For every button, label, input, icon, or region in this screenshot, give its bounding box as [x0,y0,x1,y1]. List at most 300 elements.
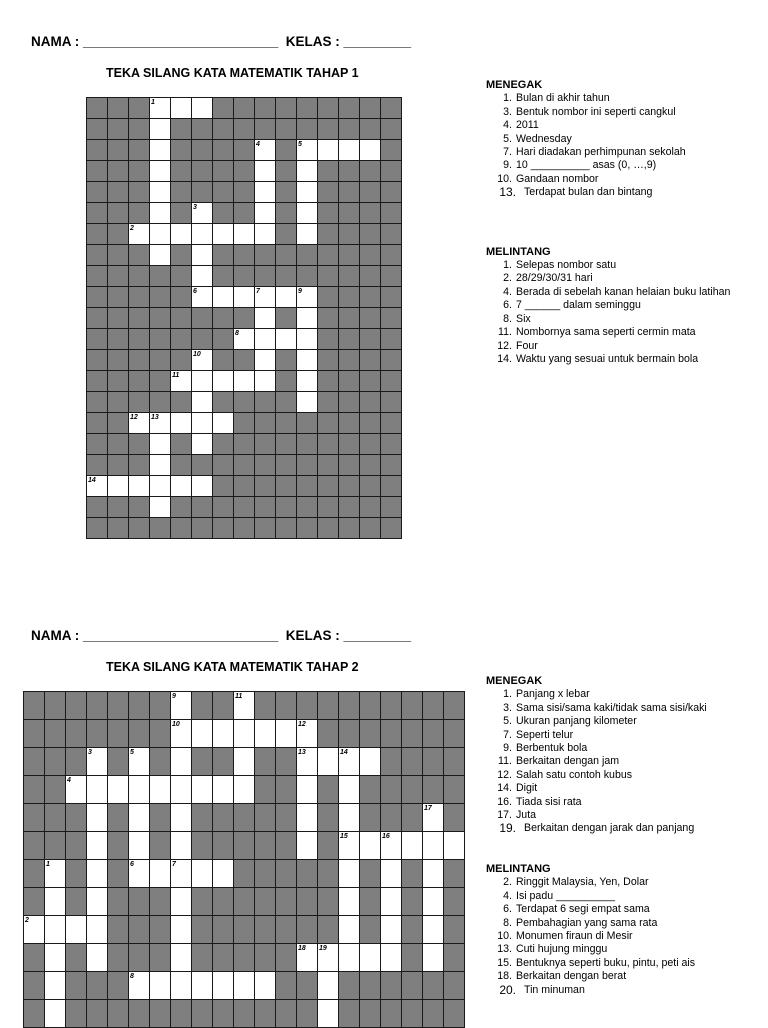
clue-number-label: 1 [151,99,155,106]
answer-cell[interactable] [401,831,423,860]
answer-cell[interactable] [170,915,192,944]
answer-cell[interactable] [149,118,171,140]
answer-cell[interactable] [191,412,213,434]
blocked-cell [338,391,360,413]
answer-cell[interactable] [233,691,255,720]
answer-cell[interactable] [170,719,192,748]
answer-cell[interactable] [317,747,339,776]
blocked-cell [317,370,339,392]
blocked-cell [128,496,150,518]
blocked-cell [296,454,318,476]
answer-cell[interactable] [359,943,381,972]
answer-cell[interactable] [296,202,318,224]
answer-cell[interactable] [86,943,108,972]
blocked-cell [107,286,129,308]
answer-cell[interactable] [170,475,192,497]
answer-cell[interactable] [128,223,150,245]
blocked-cell [212,517,234,539]
answer-cell[interactable] [338,747,360,776]
blocked-cell [338,691,360,720]
answer-cell[interactable] [191,859,213,888]
answer-cell[interactable] [149,971,171,1000]
clue-number-label: 1 [46,861,50,868]
answer-cell[interactable] [359,139,381,161]
answer-cell[interactable] [191,97,213,119]
clue-text: Ukuran panjang kilometer [516,715,637,728]
answer-cell[interactable] [170,691,192,720]
clue-text: Gandaan nombor [516,172,599,185]
answer-cell[interactable] [170,803,192,832]
answer-cell[interactable] [296,328,318,350]
clue-number: 19. [499,821,516,836]
answer-cell[interactable] [191,370,213,392]
answer-cell[interactable] [422,943,444,972]
answer-cell[interactable] [65,915,87,944]
blocked-cell [107,831,129,860]
answer-cell[interactable] [86,859,108,888]
answer-cell[interactable] [254,307,276,329]
blocked-cell [86,139,108,161]
answer-cell[interactable] [86,803,108,832]
answer-cell[interactable] [254,370,276,392]
blocked-cell [86,97,108,119]
answer-cell[interactable] [317,139,339,161]
blocked-cell [359,887,381,916]
answer-cell[interactable] [149,97,171,119]
clue-number-label: 4 [67,777,71,784]
answer-cell[interactable] [128,412,150,434]
blocked-cell [23,887,45,916]
clue-number-label: 8 [130,973,134,980]
blocked-cell [317,244,339,266]
blocked-cell [338,118,360,140]
blocked-cell [191,943,213,972]
clue-number: 5. [503,132,512,145]
blocked-cell [275,943,297,972]
blocked-cell [23,971,45,1000]
answer-cell[interactable] [191,475,213,497]
answer-cell[interactable] [170,971,192,1000]
answer-cell[interactable] [422,915,444,944]
answer-cell[interactable] [254,223,276,245]
blocked-cell [86,244,108,266]
answer-cell[interactable] [296,775,318,804]
blocked-cell [380,223,402,245]
answer-cell[interactable] [149,775,171,804]
blocked-cell [317,202,339,224]
clue-text: Tiada sisi rata [516,795,582,808]
blocked-cell [107,118,129,140]
answer-cell[interactable] [149,202,171,224]
blocked-cell [65,971,87,1000]
blocked-cell [107,691,129,720]
answer-cell[interactable] [338,943,360,972]
blocked-cell [149,286,171,308]
answer-cell[interactable] [107,475,129,497]
answer-cell[interactable] [212,286,234,308]
answer-cell[interactable] [233,971,255,1000]
answer-cell[interactable] [296,391,318,413]
clue-number-label: 10 [193,351,201,358]
blocked-cell [191,181,213,203]
answer-cell[interactable] [170,370,192,392]
answer-cell[interactable] [380,859,402,888]
answer-cell[interactable] [233,328,255,350]
answer-cell[interactable] [191,349,213,371]
blocked-cell [170,391,192,413]
answer-cell[interactable] [128,859,150,888]
answer-cell[interactable] [338,139,360,161]
answer-cell[interactable] [170,859,192,888]
melintang-clue [486,903,756,916]
clue-text: Digit [516,782,538,795]
clue-text: Six [516,312,531,325]
answer-cell[interactable] [170,412,192,434]
answer-cell[interactable] [338,831,360,860]
answer-cell[interactable] [44,887,66,916]
clue-text: Bentuknya seperti buku, pintu, peti ais [516,956,696,969]
answer-cell[interactable] [149,454,171,476]
answer-cell[interactable] [296,719,318,748]
blocked-cell [296,433,318,455]
answer-cell[interactable] [275,286,297,308]
blocked-cell [275,433,297,455]
answer-cell[interactable] [296,831,318,860]
answer-cell[interactable] [338,887,360,916]
menegak-clue [486,688,756,701]
answer-cell[interactable] [422,887,444,916]
answer-cell[interactable] [254,719,276,748]
blocked-cell [128,265,150,287]
answer-cell[interactable] [233,286,255,308]
blocked-cell [191,454,213,476]
blocked-cell [275,223,297,245]
answer-cell[interactable] [317,971,339,1000]
blocked-cell [443,691,465,720]
answer-cell[interactable] [254,286,276,308]
blocked-cell [317,475,339,497]
clue-number: 7. [503,146,512,159]
blocked-cell [128,181,150,203]
blocked-cell [380,265,402,287]
blocked-cell [233,118,255,140]
nama-blank[interactable]: __________________________ [83,34,279,49]
blocked-cell [107,971,129,1000]
answer-cell[interactable] [128,775,150,804]
answer-cell[interactable] [23,915,45,944]
blocked-cell [401,719,423,748]
answer-cell[interactable] [149,244,171,266]
clue-number-label: 5 [130,749,134,756]
answer-cell[interactable] [443,831,465,860]
clue-text: Terdapat 6 segi empat sama [516,903,650,916]
blocked-cell [86,118,108,140]
answer-cell[interactable] [212,719,234,748]
menegak-clue [486,729,756,742]
answer-cell[interactable] [149,859,171,888]
clue-number: 14. [497,352,512,365]
answer-cell[interactable] [422,859,444,888]
blocked-cell [149,943,171,972]
blocked-cell [296,475,318,497]
answer-cell[interactable] [254,971,276,1000]
answer-cell[interactable] [191,775,213,804]
blocked-cell [275,887,297,916]
answer-cell[interactable] [149,475,171,497]
blocked-cell [233,803,255,832]
blocked-cell [296,915,318,944]
blocked-cell [107,307,129,329]
answer-cell[interactable] [296,223,318,245]
answer-cell[interactable] [170,223,192,245]
answer-cell[interactable] [170,97,192,119]
blocked-cell [380,691,402,720]
answer-cell[interactable] [296,349,318,371]
answer-cell[interactable] [233,370,255,392]
kelas-blank[interactable]: _________ [343,628,412,643]
blocked-cell [191,831,213,860]
answer-cell[interactable] [86,475,108,497]
blocked-cell [233,517,255,539]
blocked-cell [380,181,402,203]
blocked-cell [254,391,276,413]
blocked-cell [380,160,402,182]
answer-cell[interactable] [170,775,192,804]
menegak-clue [486,119,756,132]
answer-cell[interactable] [254,328,276,350]
answer-cell[interactable] [149,160,171,182]
answer-cell[interactable] [254,160,276,182]
answer-cell[interactable] [296,139,318,161]
answer-cell[interactable] [191,286,213,308]
answer-cell[interactable] [44,943,66,972]
answer-cell[interactable] [338,915,360,944]
blocked-cell [170,517,192,539]
answer-cell[interactable] [296,747,318,776]
blocked-cell [191,915,213,944]
answer-cell[interactable] [212,971,234,1000]
clue-number: 2. [503,272,512,285]
clue-text: Berkaitan dengan jam [516,755,620,768]
answer-cell[interactable] [170,831,192,860]
answer-cell[interactable] [107,775,129,804]
answer-cell[interactable] [233,223,255,245]
answer-cell[interactable] [86,887,108,916]
answer-cell[interactable] [44,971,66,1000]
blocked-cell [359,202,381,224]
answer-cell[interactable] [233,719,255,748]
answer-cell[interactable] [128,803,150,832]
clue-number: 3. [503,105,512,118]
answer-cell[interactable] [254,202,276,224]
blocked-cell [44,803,66,832]
blocked-cell [254,433,276,455]
answer-cell[interactable] [128,831,150,860]
nama-blank[interactable]: __________________________ [83,628,279,643]
answer-cell[interactable] [338,803,360,832]
blocked-cell [317,265,339,287]
answer-cell[interactable] [149,223,171,245]
answer-cell[interactable] [170,943,192,972]
answer-cell[interactable] [380,943,402,972]
blocked-cell [233,265,255,287]
answer-cell[interactable] [233,747,255,776]
blocked-cell [338,181,360,203]
blocked-cell [86,265,108,287]
answer-cell[interactable] [86,775,108,804]
blocked-cell [65,803,87,832]
answer-cell[interactable] [254,181,276,203]
blocked-cell [65,943,87,972]
blocked-cell [191,803,213,832]
answer-cell[interactable] [296,181,318,203]
answer-cell[interactable] [422,803,444,832]
answer-cell[interactable] [338,775,360,804]
blocked-cell [191,139,213,161]
clue-number: 1. [503,688,512,701]
answer-cell[interactable] [212,412,234,434]
answer-cell[interactable] [65,775,87,804]
answer-cell[interactable] [296,286,318,308]
answer-cell[interactable] [359,831,381,860]
blocked-cell [380,433,402,455]
blocked-cell [233,831,255,860]
answer-cell[interactable] [191,719,213,748]
blocked-cell [275,971,297,1000]
clue-number: 4. [503,119,512,132]
answer-cell[interactable] [296,307,318,329]
answer-cell[interactable] [380,915,402,944]
clue-number-label: 13 [298,749,306,756]
answer-cell[interactable] [212,370,234,392]
clues-panel [486,79,756,366]
blocked-cell [317,328,339,350]
blocked-cell [149,719,171,748]
answer-cell[interactable] [275,328,297,350]
answer-cell[interactable] [128,475,150,497]
answer-cell[interactable] [212,775,234,804]
answer-cell[interactable] [212,859,234,888]
answer-cell[interactable] [128,747,150,776]
blocked-cell [149,831,171,860]
answer-cell[interactable] [86,831,108,860]
clue-number-label: 6 [193,288,197,295]
blocked-cell [65,691,87,720]
blocked-cell [149,915,171,944]
answer-cell[interactable] [191,265,213,287]
blocked-cell [86,719,108,748]
blocked-cell [170,118,192,140]
blocked-cell [212,915,234,944]
answer-cell[interactable] [191,971,213,1000]
blocked-cell [401,887,423,916]
blocked-cell [107,859,129,888]
kelas-blank[interactable]: _________ [343,34,412,49]
answer-cell[interactable] [422,831,444,860]
blocked-cell [212,831,234,860]
blocked-cell [254,943,276,972]
melintang-clue [486,970,756,983]
answer-cell[interactable] [212,223,234,245]
answer-cell[interactable] [191,202,213,224]
blocked-cell [233,97,255,119]
blocked-cell [359,160,381,182]
answer-cell[interactable] [86,747,108,776]
blocked-cell [380,139,402,161]
blocked-cell [401,775,423,804]
blocked-cell [233,307,255,329]
answer-cell[interactable] [338,859,360,888]
answer-cell[interactable] [149,181,171,203]
answer-cell[interactable] [149,412,171,434]
blocked-cell [149,803,171,832]
answer-cell[interactable] [296,943,318,972]
answer-cell[interactable] [380,887,402,916]
answer-cell[interactable] [296,160,318,182]
blocked-cell [338,433,360,455]
clue-number: 18. [497,970,512,983]
blocked-cell [233,433,255,455]
blocked-cell [443,747,465,776]
answer-cell[interactable] [170,747,192,776]
answer-cell[interactable] [44,859,66,888]
answer-cell[interactable] [191,391,213,413]
blocked-cell [317,349,339,371]
answer-cell[interactable] [86,915,108,944]
answer-cell[interactable] [170,887,192,916]
answer-cell[interactable] [275,719,297,748]
clue-number-label: 9 [172,693,176,700]
answer-cell[interactable] [254,349,276,371]
clue-number-label: 11 [172,372,180,379]
blocked-cell [359,181,381,203]
answer-cell[interactable] [317,943,339,972]
blocked-cell [296,517,318,539]
answer-cell[interactable] [149,496,171,518]
blocked-cell [296,971,318,1000]
answer-cell[interactable] [254,139,276,161]
answer-cell[interactable] [233,775,255,804]
melintang-heading: MELINTANG [486,245,551,258]
blocked-cell [212,496,234,518]
menegak-clue [486,782,756,795]
blocked-cell [191,307,213,329]
clue-number: 16. [497,795,512,808]
answer-cell[interactable] [380,831,402,860]
clue-number-label: 5 [298,141,302,148]
answer-cell[interactable] [359,747,381,776]
answer-cell[interactable] [191,223,213,245]
answer-cell[interactable] [44,915,66,944]
answer-cell[interactable] [149,433,171,455]
answer-cell[interactable] [191,244,213,266]
answer-cell[interactable] [128,971,150,1000]
blocked-cell [359,286,381,308]
answer-cell[interactable] [296,370,318,392]
blocked-cell [254,803,276,832]
answer-cell[interactable] [149,139,171,161]
blocked-cell [275,454,297,476]
melintang-clue [486,286,756,299]
blocked-cell [128,887,150,916]
blocked-cell [128,244,150,266]
blocked-cell [359,475,381,497]
blocked-cell [275,391,297,413]
answer-cell[interactable] [296,803,318,832]
clue-number: 4. [503,285,512,298]
answer-cell[interactable] [191,433,213,455]
blocked-cell [275,691,297,720]
